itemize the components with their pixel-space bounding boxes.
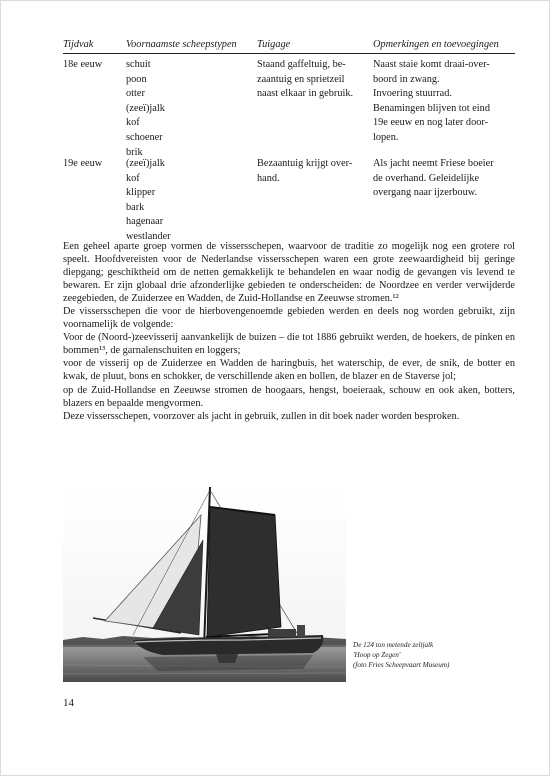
header-rigging: Tuigage [257,39,291,50]
ship-type: westlander [126,230,171,242]
ship-type: bark [126,201,145,213]
row1-period: 18e eeuw [63,59,103,70]
ship-type: (zeeï)jalk [126,158,165,169]
ship-type: schoener [126,131,163,143]
header-ship-types: Voornaamste scheepstypen [126,39,237,50]
ship-type: schuit [126,59,151,70]
ship-type: kof [126,172,140,184]
paragraph: voor de visserij op de Zuiderzee en Wadden de haringbuis, het waterschip, de ever, de snik, de botter en kwak, de pluut, bons en schokker, de verschillende aken en bollen, de blazer en de Staverse jol; [63,358,515,383]
page-number: 14 [63,697,74,709]
header-remarks: Opmerkingen en toevoegingen [373,39,499,50]
ship-type: hagenaar [126,216,164,228]
sailing-ship-photo [63,485,346,682]
ship-type: kof [126,117,140,129]
row2-remarks: Als jacht neemt Friese boeier de overhand. Geleidelijke overgang naar ijzerbouw. [373,158,494,199]
body-text [63,240,515,423]
ship-type: klipper [126,187,156,199]
row1-ship-types [126,58,165,160]
ship-type: poon [126,73,147,85]
paragraph: op de Zuid-Hollandse en Zeeuwse stromen de hoogaars, hengst, boeieraak, schouw en ook aken, botters, blazers en bepaalde mengvormen. [63,384,515,409]
paragraph: De vissersschepen die voor de hierbovengenoemde gebieden werden en deels nog worden gebruikt, zijn voornamelijk de volgende: [63,306,515,331]
row1-rigging: Staand gaffeltuig, be- zaantuig en sprietzeil naast elkaar in gebruik. [257,59,354,100]
photo-caption: De 124 ton metende zeïtjalk 'Hoop op Zegen' (foto Fries Scheepvaart Museum) [353,641,450,669]
paragraph: Een geheel aparte groep vormen de vissersschepen, waarvoor de traditie zo mogelijk nog een grotere rol speelt. Hoofdvereisten voor de Nederlandse vissersschepen waren een grote zeewaardigheid bij geringe diepgang; geschiktheid om de netten gemakkelijk te behandelen en waar nodig de gevangen vis levend te bewaren. Er zijn globaal drie afzonderlijke gebieden te onderscheiden: de Noordzee en verder verwijderde zeegebieden, de Zuiderzee en Wadden, de Zuid-Hollandse en Zeeuwse stromen.¹² [63,241,515,305]
row1-remarks: Naast staie komt draai-over- boord in zwang. Invoering stuurrad. Benamingen blijven tot eind 19e eeuw en nog later door- lopen. [373,59,490,143]
paragraph: Voor de (Noord-)zeevisserij aanvankelijk de buizen – die tot 1886 gebruikt werden, de hoekers, de pinken en bommen¹³, de garnalenschuiten en loggers; [63,332,515,357]
header-rule [63,53,515,54]
paragraph: Deze vissersschepen, voorzover als jacht in gebruik, zullen in dit boek nader worden besproken. [63,410,460,422]
row2-ship-types [126,157,171,245]
ship-type: otter [126,88,145,100]
ship-type: brik [126,146,143,158]
ship-type: (zeeï)jalk [126,102,165,114]
row2-rigging: Bezaantuig krijgt over- hand. [257,158,353,184]
ship-illustration [63,485,346,682]
header-period: Tijdvak [63,39,94,50]
row2-period: 19e eeuw [63,158,103,169]
